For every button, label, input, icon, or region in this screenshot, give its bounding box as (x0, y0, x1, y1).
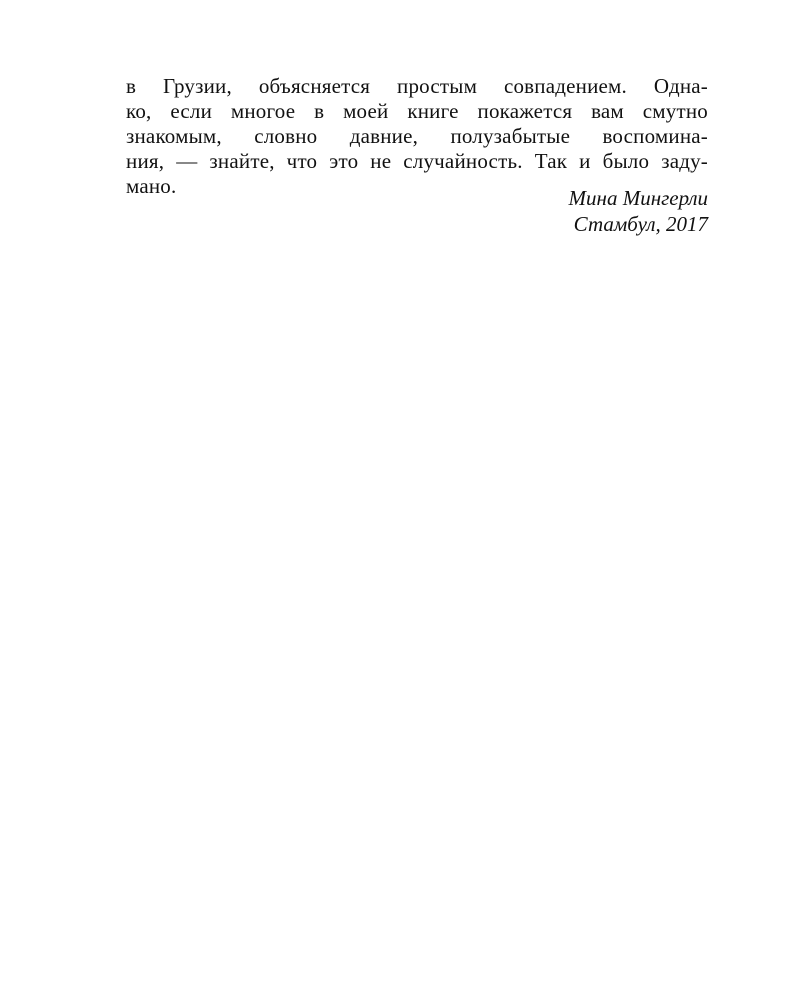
paragraph-line: в Грузии, объясняется простым совпадением. Одна- (126, 74, 708, 98)
paragraph-line: ко, если многое в моей книге покажется вам смутно (126, 99, 708, 123)
signature-block (569, 185, 708, 237)
paragraph-line: мано. (126, 174, 177, 198)
paragraph-line: ния, — знайте, что это не случайность. Так и было заду- (126, 149, 708, 173)
paragraph-line: знакомым, словно давние, полузабытые воспомина- (126, 124, 708, 148)
body-paragraph (126, 74, 708, 199)
signature-author: Мина Мингерли (568, 186, 708, 210)
signature-place-date: Стамбул, 2017 (573, 212, 708, 236)
